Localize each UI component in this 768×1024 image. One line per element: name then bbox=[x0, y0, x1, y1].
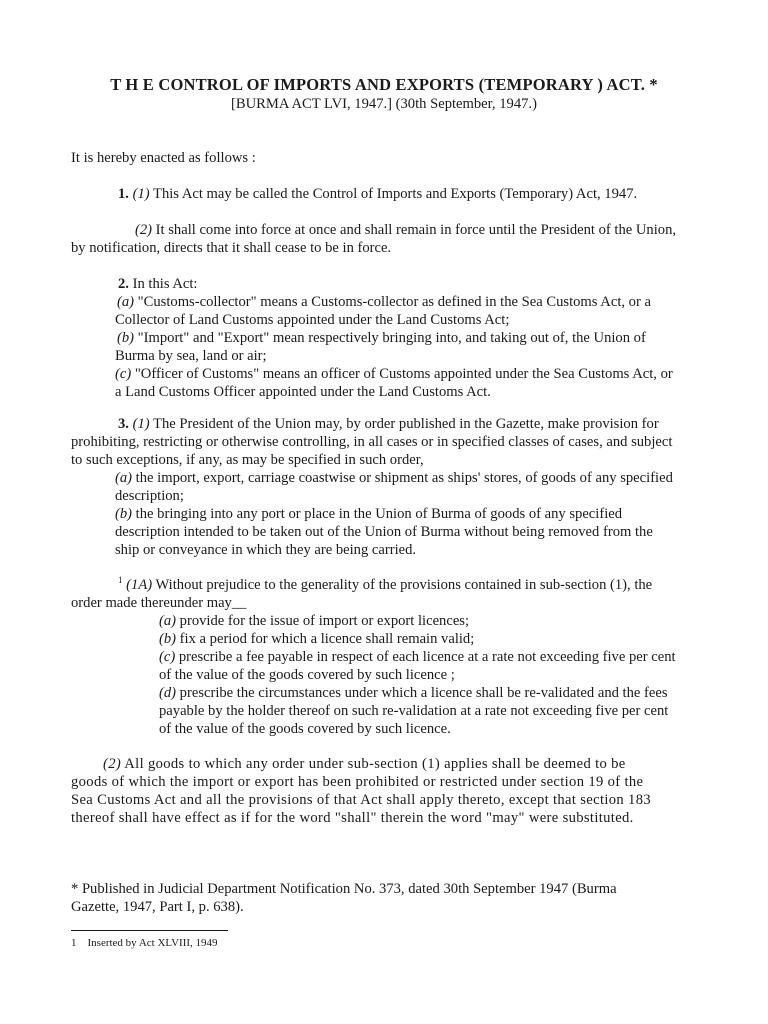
clause-mark: (c) bbox=[159, 649, 176, 665]
clause-mark: (d) bbox=[159, 685, 177, 701]
section-text: thereof shall have effect as if for the word "shall" therein the word "may" were substituted. bbox=[71, 810, 634, 826]
section-1 bbox=[71, 185, 701, 203]
clause-b bbox=[71, 505, 701, 523]
clause-text: a Land Customs Officer appointed under the Land Customs Act. bbox=[115, 384, 491, 400]
section-text: The President of the Union may, by order published in the Gazette, make provision for bbox=[149, 416, 659, 432]
act-title: T H E CONTROL OF IMPORTS AND EXPORTS (TEMPORARY ) ACT. * bbox=[110, 75, 658, 94]
section-3-sub-1a bbox=[71, 576, 701, 738]
section-text: Sea Customs Act and all the provisions of that Act shall apply thereto, except that section 183 bbox=[71, 792, 652, 808]
footnote-text: Inserted by Act XLVIII, 1949 bbox=[87, 937, 218, 949]
clause-text: "Officer of Customs" means an officer of Customs appointed under the Sea Customs Act, or bbox=[131, 366, 673, 382]
clause-mark: (c) bbox=[115, 366, 132, 382]
enacting-clause: It is hereby enacted as follows : bbox=[71, 150, 256, 166]
clause-c bbox=[71, 648, 701, 666]
footnote-ref[interactable]: 1 bbox=[118, 575, 123, 586]
footnote-number: 1 bbox=[71, 937, 77, 949]
sub-mark: (1) bbox=[132, 416, 150, 432]
clause-text: Collector of Land Customs appointed under the Land Customs Act; bbox=[115, 312, 510, 328]
amendment-footnote bbox=[71, 936, 671, 950]
section-number: 2. bbox=[118, 276, 129, 292]
clause-text: "Customs-collector" means a Customs-collector as defined in the Sea Customs Act, or a bbox=[134, 294, 651, 310]
section-2 bbox=[71, 275, 701, 401]
clause-c bbox=[71, 365, 701, 383]
clause-text: description; bbox=[115, 488, 184, 504]
clause-mark: (a) bbox=[117, 294, 135, 310]
section-text: goods of which the import or export has been prohibited or restricted under section 19 of the bbox=[71, 774, 644, 790]
act-subtitle: [BURMA ACT LVI, 1947.] (30th September, 1947.) bbox=[231, 96, 537, 112]
section-text: All goods to which any order under sub-section (1) applies shall be deemed to be bbox=[121, 756, 626, 772]
section-3 bbox=[71, 415, 701, 559]
clause-text: "Import" and "Export" mean respectively bringing into, and taking out of, the Union of bbox=[134, 330, 646, 346]
section-1-sub-2 bbox=[71, 221, 701, 257]
footnote-text: Gazette, 1947, Part I, p. 638). bbox=[71, 899, 244, 915]
clause-mark: (b) bbox=[117, 330, 135, 346]
section-number: 3. bbox=[118, 416, 129, 432]
clause-text: of the value of the goods covered by such licence ; bbox=[159, 667, 455, 683]
clause-text: provide for the issue of import or export licences; bbox=[176, 613, 470, 629]
section-1-sub-1 bbox=[71, 185, 701, 203]
clause-b bbox=[71, 329, 701, 347]
clause-mark: (a) bbox=[159, 613, 177, 629]
section-text: This Act may be called the Control of Imports and Exports (Temporary) Act, 1947. bbox=[149, 186, 638, 202]
clause-a bbox=[71, 612, 701, 630]
clause-text: payable by the holder thereof on such re-validation at a rate not exceeding five per cent bbox=[159, 703, 669, 719]
sub-mark: (1) bbox=[132, 186, 150, 202]
clause-text: prescribe the circumstances under which a licence shall be re-validated and the fees bbox=[176, 685, 668, 701]
sub-mark: (2) bbox=[103, 756, 122, 772]
clause-text: Burma by sea, land or air; bbox=[115, 348, 267, 364]
clause-a bbox=[71, 469, 701, 487]
publication-footnote bbox=[71, 880, 701, 916]
section-text: It shall come into force at once and shall remain in force until the President of the Union, bbox=[152, 222, 677, 238]
section-text: Without prejudice to the generality of the provisions contained in sub-section (1), the bbox=[152, 577, 653, 593]
section-text: by notification, directs that it shall cease to be in force. bbox=[71, 240, 392, 256]
clause-mark: (a) bbox=[115, 470, 133, 486]
footnote-divider bbox=[71, 930, 228, 931]
clause-text: prescribe a fee payable in respect of each licence at a rate not exceeding five per cent bbox=[175, 649, 676, 665]
clause-text: the import, export, carriage coastwise or shipment as ships' stores, of goods of any specified bbox=[132, 470, 673, 486]
section-text: order made thereunder may__ bbox=[71, 595, 247, 611]
sub-mark: (2) bbox=[135, 222, 153, 238]
footnote-text: * Published in Judicial Department Notification No. 373, dated 30th September 1947 (Burma bbox=[71, 881, 617, 897]
clause-mark: (b) bbox=[159, 631, 177, 647]
sub-mark: (1A) bbox=[126, 577, 153, 593]
section-number: 1. bbox=[118, 186, 129, 202]
clause-text: the bringing into any port or place in the Union of Burma of goods of any specified bbox=[132, 506, 623, 522]
clause-b bbox=[71, 630, 701, 648]
clause-text: fix a period for which a licence shall remain valid; bbox=[176, 631, 475, 647]
section-text: to such exceptions, if any, as may be specified in such order, bbox=[71, 452, 424, 468]
clause-d bbox=[71, 684, 701, 702]
section-text: prohibiting, restricting or otherwise controlling, in all cases or in specified classes of cases, and subject bbox=[71, 434, 673, 450]
clause-a bbox=[71, 293, 701, 311]
clause-text: ship or conveyance in which they are being carried. bbox=[115, 542, 417, 558]
clause-mark: (b) bbox=[115, 506, 133, 522]
section-text: In this Act: bbox=[128, 276, 198, 292]
clause-text: description intended to be taken out of the Union of Burma without being removed from the bbox=[115, 524, 653, 540]
clause-text: of the value of the goods covered by such licence. bbox=[159, 721, 451, 737]
section-3-sub-2 bbox=[71, 755, 701, 827]
